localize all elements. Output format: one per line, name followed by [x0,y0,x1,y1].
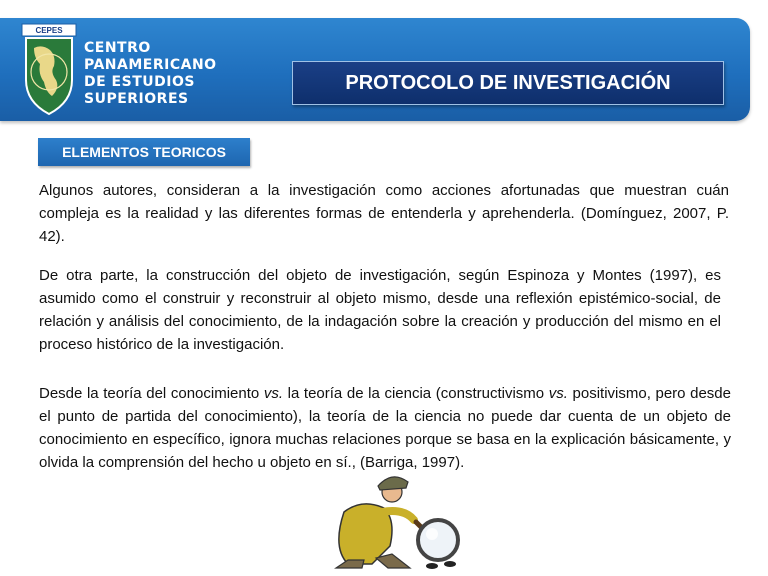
paragraph-1: Algunos autores, consideran a la investigación como acciones afortunadas que muestran cuán compleja es la realidad y las diferentes formas de entenderla y aprehenderla. (Domínguez, 2007, P. 42). [39,182,729,245]
vs-term-1: vs. [263,385,284,402]
paragraph-3-part-c: positivismo, pero desde el punto de partida del conocimiento), la teoría de la ciencia no puede dar cuenta de un objeto de conocimiento en específico, ignora muchas relaciones porque se basa en la explicación básicamente, y olvida la comprensión del hecho u objeto en sí., (Barriga, 1997). [39,385,731,471]
paragraph-3 [39,382,731,474]
page-title: PROTOCOLO DE INVESTIGACIÓN [292,61,724,105]
institution-line-3: DE ESTUDIOS [84,74,195,90]
section-heading: ELEMENTOS TEORICOS [38,138,250,166]
institution-line-1: CENTRO [84,40,151,56]
paragraph-2: De otra parte, la construcción del objeto de investigación, según Espinoza y Montes (1997), es asumido como el construir y reconstruir al objeto mismo, desde una reflexión epistémico-social, de relación y análisis del conocimiento, de la indagación sobre la creación y producción del mismo en el proceso histórico de la investigación. [39,267,721,353]
paragraph-3-part-a: Desde la teoría del conocimiento [39,385,264,402]
vs-term-2: vs. [548,385,568,402]
paragraph-3-part-b: la teoría de la ciencia (constructivismo [283,385,549,402]
logo-text: CEPES [35,26,63,35]
institution-logo [20,22,78,118]
detective-magnifier-icon [292,468,482,572]
institution-line-4: SUPERIORES [84,91,189,107]
institution-line-2: PANAMERICANO [84,57,217,73]
institution-name [84,40,217,108]
